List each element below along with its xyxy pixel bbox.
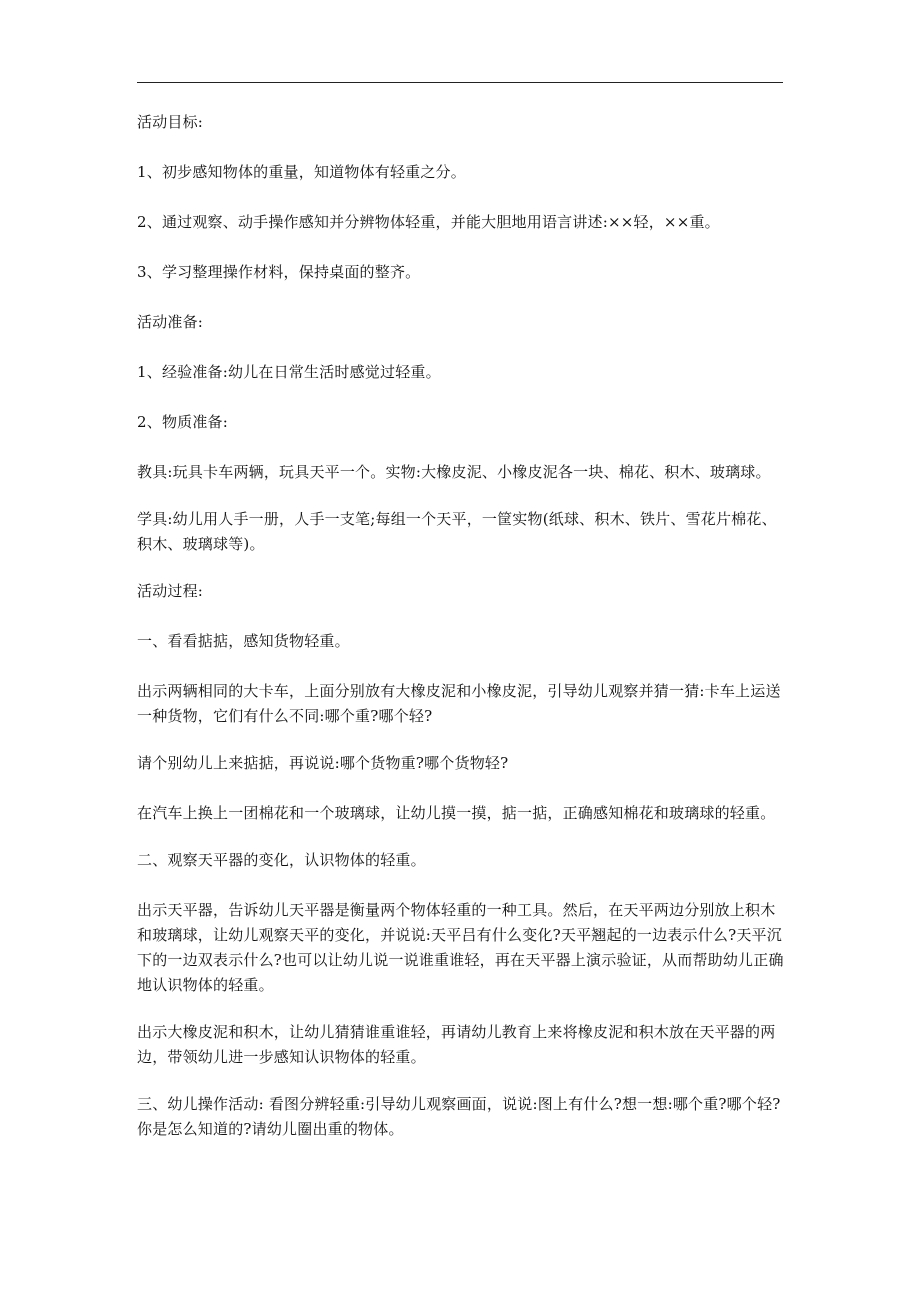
- heading-activity-preparation: 活动准备:: [137, 313, 204, 331]
- goal-item-3: 3、学习整理操作材料，保持桌面的整齐。: [137, 263, 421, 281]
- process-step-1-title: 一、看看掂掂，感知货物轻重。: [137, 632, 350, 650]
- learning-materials-paragraph: 学具:幼儿用人手一册，人手一支笔;每组一个天平，一筐实物(纸球、积木、铁片、雪花片棉花、积木、玻璃球等)。: [137, 510, 777, 553]
- process-step-1-paragraph-3: 在汽车上换上一团棉花和一个玻璃球，让幼儿摸一摸，掂一掂，正确感知棉花和玻璃球的轻重。: [137, 804, 776, 822]
- process-step-2-paragraph-1: 出示天平器，告诉幼儿天平器是衡量两个物体轻重的一种工具。然后，在天平两边分别放上积木和玻璃球，让幼儿观察天平的变化，并说说:天平吕有什么变化?天平翘起的一边表示什么?天平沉下的一边双表示什么?也可以让幼儿说一说谁重谁轻，再在天平器上演示验证，从而帮助幼儿正确地认识物体的轻重。: [137, 901, 784, 994]
- header-rule: [137, 82, 783, 83]
- heading-activity-process: 活动过程:: [137, 582, 204, 600]
- process-step-3-paragraph: 三、幼儿操作活动: 看图分辨轻重:引导幼儿观察画面，说说:图上有什么?想一想:哪个重?哪个轻?你是怎么知道的?请幼儿圈出重的物体。: [137, 1095, 781, 1138]
- process-step-2-paragraph-2: 出示大橡皮泥和积木，让幼儿猜猜谁重谁轻，再请幼儿教育上来将橡皮泥和积木放在天平器的两边，带领幼儿进一步感知认识物体的轻重。: [137, 1023, 776, 1066]
- process-step-1-paragraph-1: 出示两辆相同的大卡车，上面分别放有大橡皮泥和小橡皮泥，引导幼儿观察并猜一猜:卡车上运送一种货物，它们有什么不同:哪个重?哪个轻?: [137, 682, 781, 725]
- preparation-item-2: 2、物质准备:: [137, 413, 228, 431]
- heading-activity-goals: 活动目标:: [137, 113, 204, 131]
- document-body: [137, 110, 787, 1142]
- goal-item-2: 2、通过观察、动手操作感知并分辨物体轻重，并能大胆地用语言讲述:××轻，××重。: [137, 213, 720, 231]
- process-step-1-paragraph-2: 请个别幼儿上来掂掂，再说说:哪个货物重?哪个货物轻?: [137, 754, 509, 772]
- process-step-2-title: 二、观察天平器的变化，认识物体的轻重。: [137, 851, 426, 869]
- preparation-item-1: 1、经验准备:幼儿在日常生活时感觉过轻重。: [137, 363, 441, 381]
- teaching-aids-paragraph: 教具:玩具卡车两辆，玩具天平一个。实物:大橡皮泥、小橡皮泥各一块、棉花、积木、玻璃球。: [137, 463, 771, 481]
- goal-item-1: 1、初步感知物体的重量，知道物体有轻重之分。: [137, 163, 466, 181]
